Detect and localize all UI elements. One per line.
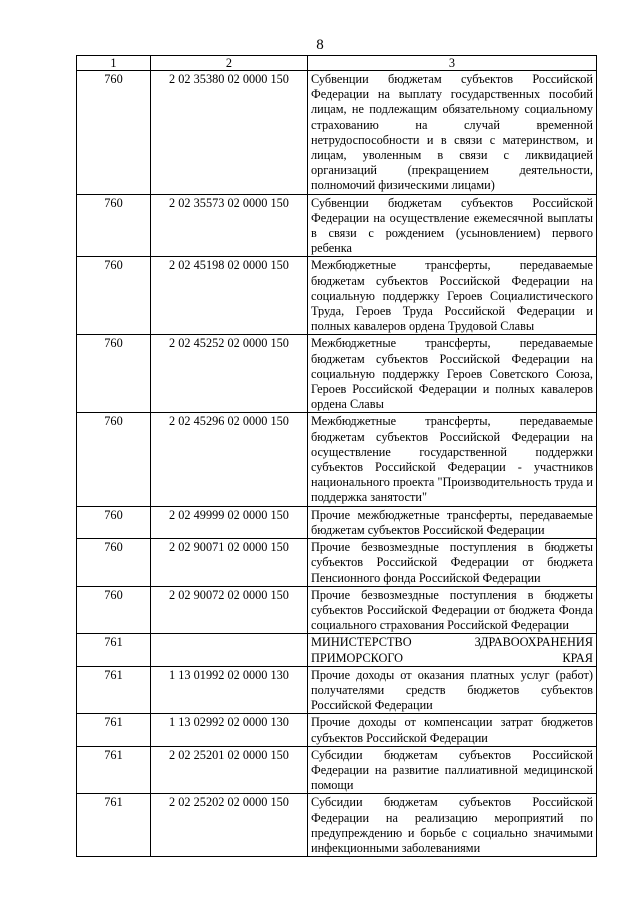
admin-code-cell: 760 [77, 71, 151, 195]
table-row [77, 539, 597, 587]
admin-code-cell: 761 [77, 794, 151, 857]
table-row [77, 257, 597, 335]
admin-code-cell: 760 [77, 539, 151, 587]
table-row [77, 586, 597, 634]
revenue-code-cell: 2 02 45198 02 0000 150 [151, 257, 308, 335]
admin-code-cell: 760 [77, 194, 151, 257]
admin-code-cell: 760 [77, 335, 151, 413]
revenue-description-cell: Межбюджетные трансферты, передаваемые бюджетам субъектов Российской Федерации на осуществление государственной поддержки субъектов Российской Федерации - участников национального проекта "Производительность труда и поддержка занятости" [308, 413, 597, 506]
table-row [77, 506, 597, 538]
admin-code-cell: 761 [77, 714, 151, 746]
table-row [77, 666, 597, 714]
revenue-code-cell: 2 02 49999 02 0000 150 [151, 506, 308, 538]
revenue-code-cell: 2 02 90071 02 0000 150 [151, 539, 308, 587]
revenue-description-cell: Межбюджетные трансферты, передаваемые бюджетам субъектов Российской Федерации на социальную поддержку Героев Советского Союза, Героев Российской Федерации и полных кавалеров ордена Славы [308, 335, 597, 413]
column-header-1: 1 [77, 56, 151, 71]
revenue-code-cell: 2 02 45296 02 0000 150 [151, 413, 308, 506]
revenue-description-cell: Прочие безвозмездные поступления в бюджеты субъектов Российской Федерации от бюджета Пенсионного фонда Российской Федерации [308, 539, 597, 587]
revenue-description-cell: Прочие безвозмездные поступления в бюджеты субъектов Российской Федерации от бюджета Фонда социального страхования Российской Федерации [308, 586, 597, 634]
revenue-code-cell: 1 13 01992 02 0000 130 [151, 666, 308, 714]
ministry-title-cell: МИНИСТЕРСТВО ЗДРАВООХРАНЕНИЯ ПРИМОРСКОГО КРАЯ [308, 634, 597, 666]
column-header-3: 3 [308, 56, 597, 71]
column-header-2: 2 [151, 56, 308, 71]
revenue-description-cell: Межбюджетные трансферты, передаваемые бюджетам субъектов Российской Федерации на социальную поддержку Героев Социалистического Труда, Героев Труда Российской Федерации и полных кавалеров ордена Трудовой Славы [308, 257, 597, 335]
admin-code-cell: 761 [77, 634, 151, 666]
revenue-code-cell: 2 02 35573 02 0000 150 [151, 194, 308, 257]
revenue-code-cell: 2 02 35380 02 0000 150 [151, 71, 308, 195]
admin-code-cell: 760 [77, 586, 151, 634]
revenue-description-cell: Прочие межбюджетные трансферты, передаваемые бюджетам субъектов Российской Федерации [308, 506, 597, 538]
table-row [77, 194, 597, 257]
admin-code-cell: 761 [77, 666, 151, 714]
revenue-codes-table [76, 55, 597, 857]
admin-code-cell: 761 [77, 746, 151, 794]
revenue-description-cell: Субвенции бюджетам субъектов Российской Федерации на выплату государственных пособий лицам, не подлежащим обязательному социальному страхованию на случай временной нетрудоспособности и в связи с материнством, и лицам, уволенным в связи с ликвидацией организаций (прекращением деятельности, полномочий физическими лицами) [308, 71, 597, 195]
admin-code-cell: 760 [77, 506, 151, 538]
table-row [77, 71, 597, 195]
admin-code-cell: 760 [77, 413, 151, 506]
table-row [77, 634, 597, 666]
page-number: 8 [316, 37, 324, 53]
revenue-description-cell: Прочие доходы от компенсации затрат бюджетов субъектов Российской Федерации [308, 714, 597, 746]
table-row [77, 746, 597, 794]
table-row [77, 794, 597, 857]
table-row [77, 335, 597, 413]
revenue-description-cell: Прочие доходы от оказания платных услуг (работ) получателями средств бюджетов субъектов Российской Федерации [308, 666, 597, 714]
revenue-description-cell: Субсидии бюджетам субъектов Российской Федерации на развитие паллиативной медицинской помощи [308, 746, 597, 794]
table-header-row [77, 56, 597, 71]
table-row [77, 413, 597, 506]
admin-code-cell: 760 [77, 257, 151, 335]
revenue-code-cell: 2 02 25201 02 0000 150 [151, 746, 308, 794]
revenue-code-cell [151, 634, 308, 666]
revenue-code-cell: 2 02 25202 02 0000 150 [151, 794, 308, 857]
revenue-description-cell: Субвенции бюджетам субъектов Российской Федерации на осуществление ежемесячной выплаты в связи с рождением (усыновлением) первого ребенка [308, 194, 597, 257]
revenue-code-cell: 2 02 45252 02 0000 150 [151, 335, 308, 413]
table-row [77, 714, 597, 746]
revenue-description-cell: Субсидии бюджетам субъектов Российской Федерации на реализацию мероприятий по предупреждению и борьбе с социально значимыми инфекционными заболеваниями [308, 794, 597, 857]
revenue-code-cell: 1 13 02992 02 0000 130 [151, 714, 308, 746]
revenue-code-cell: 2 02 90072 02 0000 150 [151, 586, 308, 634]
